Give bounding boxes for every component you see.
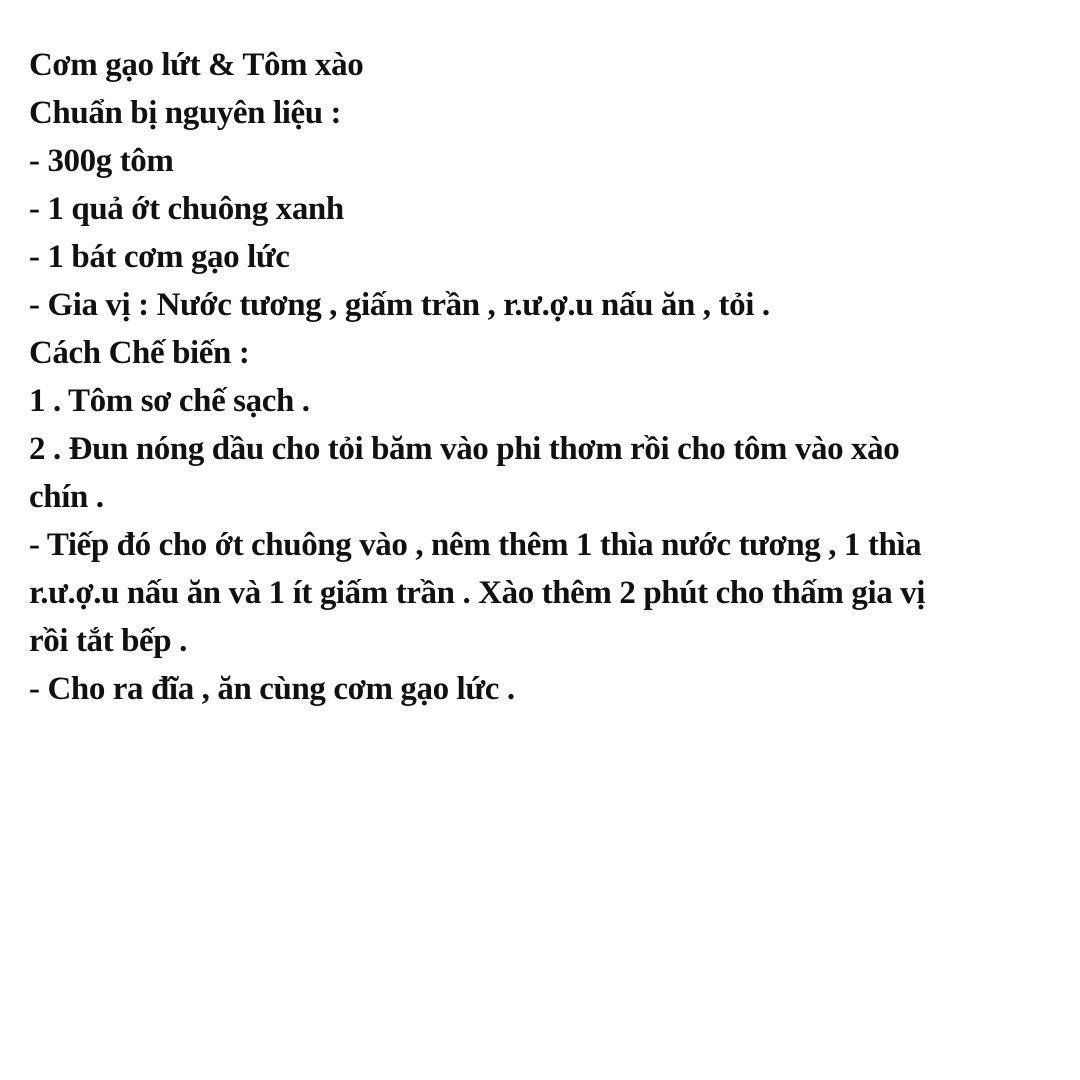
- step-line: rồi tắt bếp .: [29, 623, 187, 659]
- step-line: 1 . Tôm sơ chế sạch .: [29, 383, 310, 419]
- method-heading: Cách Chế biến :: [29, 335, 250, 371]
- step-line: - Cho ra đĩa , ăn cùng cơm gạo lức .: [29, 671, 515, 707]
- recipe-title: Cơm gạo lứt & Tôm xào: [29, 47, 364, 83]
- ingredients-heading: Chuẩn bị nguyên liệu :: [29, 95, 342, 131]
- ingredient-item: - 300g tôm: [29, 143, 174, 179]
- step-line: r.ư.ợ.u nấu ăn và 1 ít giấm trần . Xào thêm 2 phút cho thấm gia vị: [29, 575, 926, 611]
- step-line: 2 . Đun nóng dầu cho tỏi băm vào phi thơm rồi cho tôm vào xào: [29, 431, 900, 467]
- ingredient-item: - Gia vị : Nước tương , giấm trần , r.ư.ợ.u nấu ăn , tỏi .: [29, 287, 770, 323]
- ingredient-item: - 1 bát cơm gạo lức: [29, 239, 290, 275]
- step-line: - Tiếp đó cho ớt chuông vào , nêm thêm 1 thìa nước tương , 1 thìa: [29, 527, 922, 563]
- step-line: chín .: [29, 479, 104, 515]
- recipe-document: [29, 41, 925, 713]
- ingredient-item: - 1 quả ớt chuông xanh: [29, 191, 344, 227]
